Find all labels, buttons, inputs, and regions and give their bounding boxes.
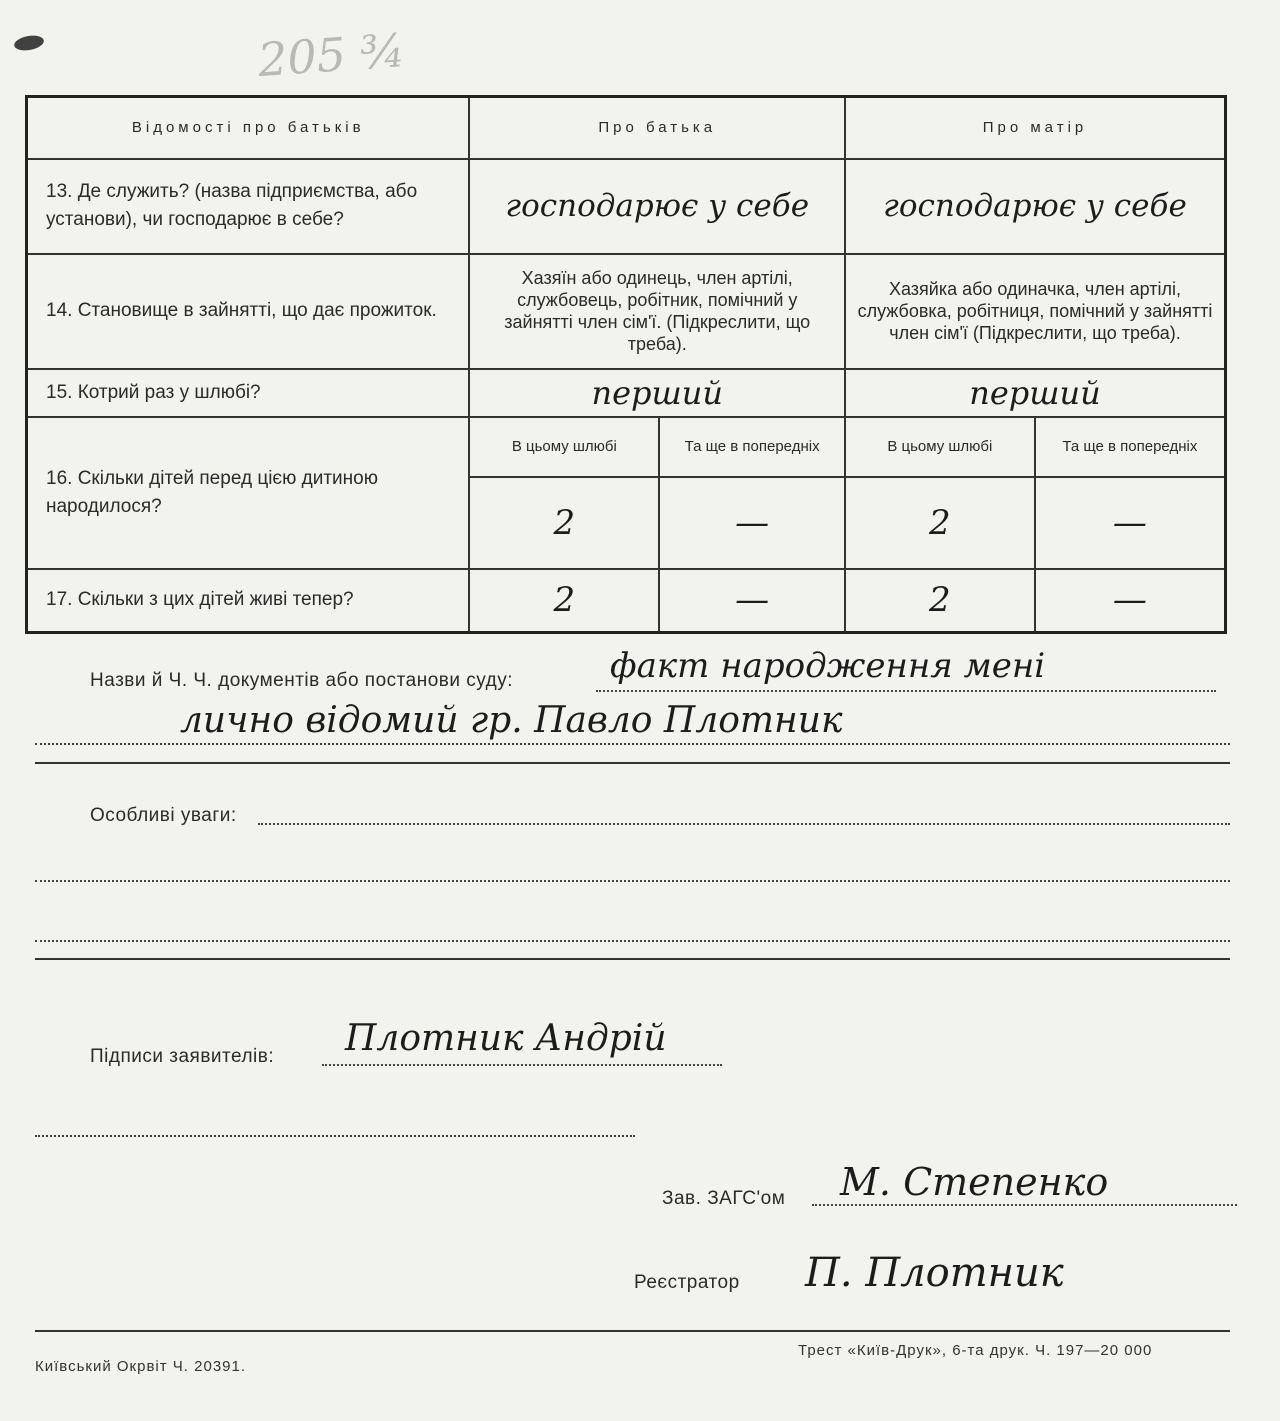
zags-signature: М. Степенко: [840, 1160, 1109, 1204]
q14-question: 14. Становище в зайнятті, що дає прожиток.: [27, 254, 470, 369]
remarks-line-3: [35, 940, 1230, 942]
documents-label: Назви й Ч. Ч. документів або постанови суду:: [90, 670, 513, 691]
pencil-annotation: 205 ¾: [256, 22, 407, 88]
row-q13: [27, 159, 1226, 254]
q17-father-previous: —: [659, 569, 845, 633]
documents-line-2: [35, 743, 1230, 745]
footer-right: Трест «Київ-Друк», 6-та друк. Ч. 197—20 000: [798, 1342, 1153, 1359]
header-father: Про батька: [598, 118, 717, 136]
q14-mother-options: Хазяйка або одиначка, член артілі, службовка, робітниця, помічний у зайнятті член сім'ї (Підкреслити, що треба).: [845, 254, 1226, 369]
header-mother-cell: [845, 97, 1226, 159]
remarks-line-1: [258, 823, 1230, 825]
remarks-rule: [35, 958, 1230, 960]
footer-left: Київський Окрвіт Ч. 20391.: [35, 1358, 247, 1375]
table-header-row: [27, 97, 1226, 159]
subhead-father-previous: Та ще в попередніх: [659, 417, 845, 477]
documents-handwritten-1: факт народження мені: [610, 646, 1046, 686]
subhead-mother-previous: Та ще в попередніх: [1035, 417, 1226, 477]
q16-question: 16. Скільки дітей перед цією дитиною народилося?: [27, 417, 470, 569]
subhead-father-current: В цьому шлюбі: [469, 417, 659, 477]
ink-smudge: [13, 34, 45, 53]
applicants-line-2: [35, 1135, 635, 1137]
registrar-label: Реєстратор: [634, 1272, 740, 1293]
row-q17: [27, 569, 1226, 633]
q15-question: 15. Котрий раз у шлюбі?: [27, 369, 470, 417]
documents-rule: [35, 762, 1230, 764]
q15-mother-answer: перший: [969, 373, 1101, 412]
q16-mother-previous: —: [1035, 477, 1226, 569]
row-q15: [27, 369, 1226, 417]
q17-father-current: 2: [469, 569, 659, 633]
q16-father-previous: —: [659, 477, 845, 569]
applicants-label: Підписи заявителів:: [90, 1046, 275, 1067]
zags-line: [812, 1204, 1237, 1206]
header-mother: Про матір: [982, 118, 1088, 136]
footer-rule: [35, 1330, 1230, 1332]
q15-father-cell: [469, 369, 845, 417]
header-label: Відомості про батьків: [131, 118, 365, 136]
remarks-line-2: [35, 880, 1230, 882]
q13-father-answer: господарює у себе: [505, 188, 810, 224]
header-label-cell: [27, 97, 470, 159]
registrar-signature: П. Плотник: [805, 1250, 1064, 1296]
subhead-mother-current: В цьому шлюбі: [845, 417, 1035, 477]
documents-handwritten-2: лично відомий гр. Павло Плотник: [180, 700, 843, 741]
q15-father-answer: перший: [591, 373, 724, 412]
q13-mother-answer: господарює у себе: [883, 188, 1187, 224]
applicants-signature: Плотник Андрій: [345, 1018, 667, 1059]
q13-father-cell: [469, 159, 845, 254]
q13-mother-cell: [845, 159, 1226, 254]
q17-mother-current: 2: [845, 569, 1035, 633]
applicants-line: [322, 1064, 722, 1066]
q16-father-current: 2: [469, 477, 659, 569]
header-father-cell: [469, 97, 845, 159]
q17-question: 17. Скільки з цих дітей живі тепер?: [27, 569, 470, 633]
q14-father-options: Хазяїн або одинець, член артілі, службовець, робітник, помічний у зайнятті член сім'ї. (Підкреслити, що треба).: [469, 254, 845, 369]
q16-mother-current: 2: [845, 477, 1035, 569]
remarks-label: Особливі уваги:: [90, 805, 237, 826]
documents-line-1: [596, 690, 1216, 692]
row-q16-subheads: [27, 417, 1226, 477]
zags-label: Зав. ЗАГС'ом: [662, 1188, 786, 1209]
q13-question: 13. Де служить? (назва підприємства, або установи), чи господарює в себе?: [27, 159, 470, 254]
parents-info-table: [25, 95, 1227, 634]
q15-mother-cell: [845, 369, 1226, 417]
q17-mother-previous: —: [1035, 569, 1226, 633]
row-q14: [27, 254, 1226, 369]
